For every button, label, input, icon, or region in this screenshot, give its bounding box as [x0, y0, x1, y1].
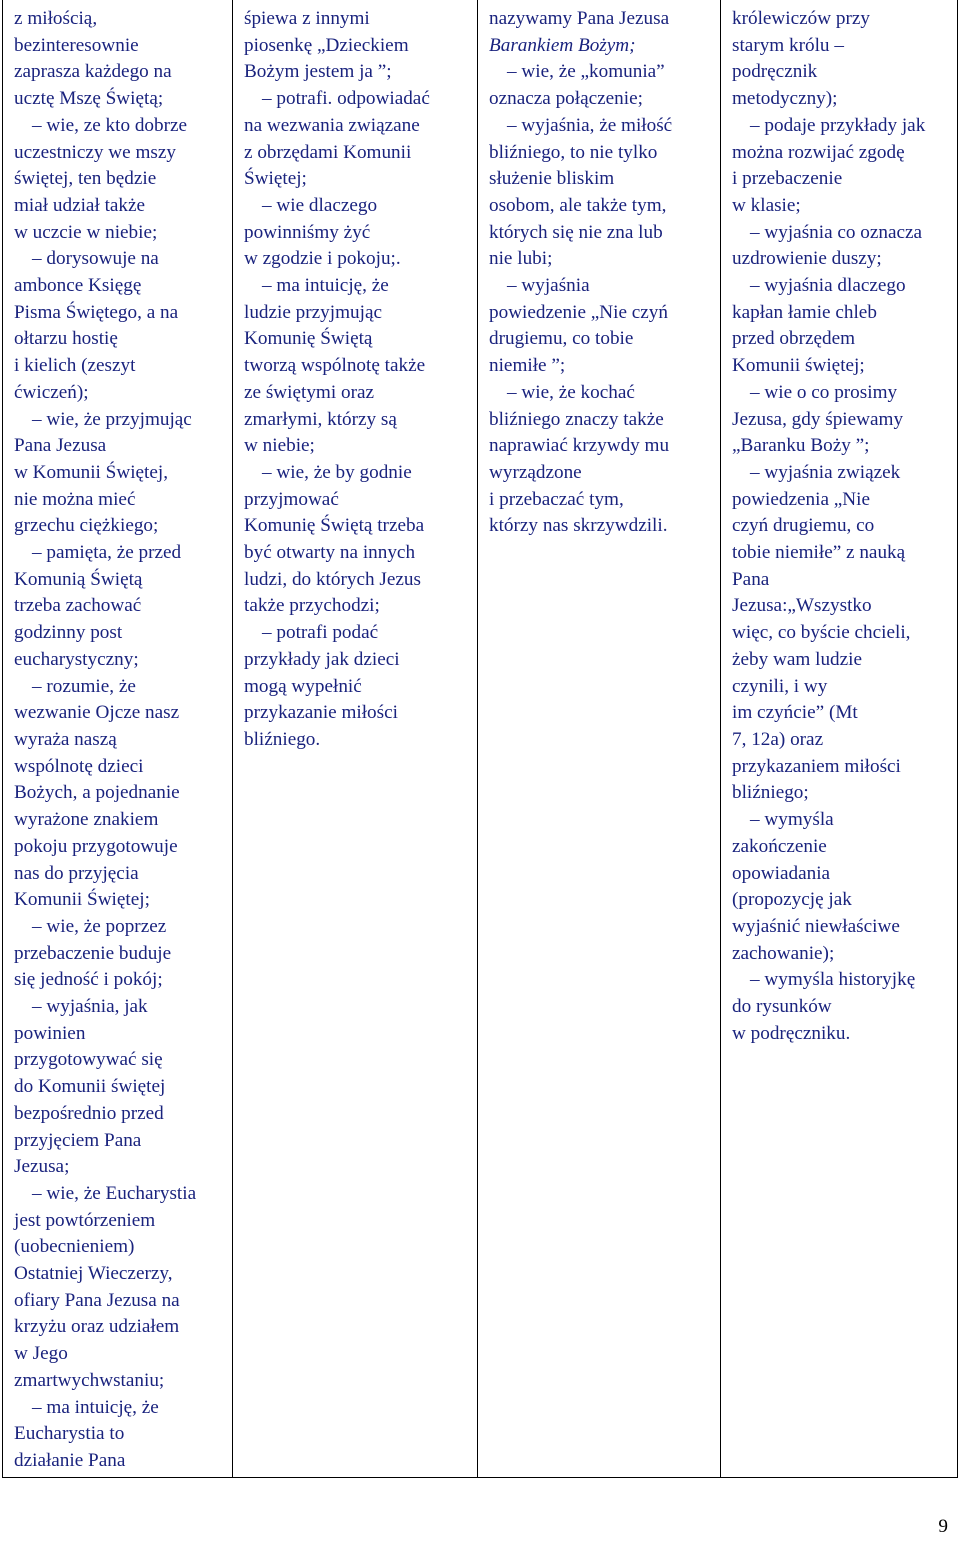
text-line: wspólnotę dzieci [14, 755, 144, 777]
text-line: w Komunii Świętej, [14, 461, 169, 483]
text-line: Komunii Świętej; [14, 889, 150, 911]
text-line: Komunię Świętą trzeba [244, 515, 425, 537]
text-line: godzinny post [14, 622, 123, 644]
text-line: podręcznik [732, 61, 818, 83]
text-line: więc, co byście chcieli, [732, 622, 911, 644]
text-line: śpiewa z innymi [244, 8, 370, 29]
text-line: bezinteresownie [14, 34, 139, 56]
text-line: można rozwijać zgodę [732, 141, 905, 163]
text-line: Barankiem Bożym; [489, 34, 636, 56]
text-line: powinien [14, 1022, 86, 1044]
text-line: tobie niemiłe” z nauką [732, 542, 906, 564]
text-line: – pamięta, że przed [32, 542, 182, 564]
text-line: ambonce Księgę [14, 275, 142, 297]
text-line: wyrządzone [489, 461, 582, 483]
text-line: – wie dlaczego [262, 194, 378, 216]
text-line: – wyjaśnia związek [750, 461, 901, 483]
text-line: i przebaczać tym, [489, 488, 624, 510]
text-line: bezpośrednio przed [14, 1102, 164, 1124]
text-line: czynili, i wy [732, 675, 828, 697]
text-line: przykazaniem miłości [732, 755, 901, 777]
text-line: zmartwychwstaniu; [14, 1369, 165, 1391]
text-line: Jezusa, gdy śpiewamy [732, 408, 904, 430]
text-line: – wyjaśnia, jak [32, 996, 148, 1018]
text-line: – wie, ze kto dobrze [32, 114, 188, 136]
text-line: – wie, że Eucharystia [32, 1182, 197, 1204]
text-line: – potrafi. odpowiadać [262, 88, 430, 110]
text-line: bliźniego, to nie tylko [489, 141, 658, 163]
text-line: tworzą wspólnotę także [244, 355, 426, 377]
text-line: Bożym jestem ja ”; [244, 61, 392, 83]
table-column-4 [720, 0, 957, 1477]
text-line: trzeba zachować [14, 595, 142, 617]
text-line: – wyjaśnia, że miłość [507, 114, 673, 136]
text-line: ludzi, do których Jezus [244, 568, 421, 590]
text-line: pokoju przygotowuje [14, 835, 178, 857]
text-line: działanie Pana [14, 1449, 126, 1471]
text-line: Bożych, a pojednanie [14, 782, 180, 804]
text-line: Komunią Świętą [14, 568, 143, 590]
text-line: i kielich (zeszyt [14, 355, 136, 377]
text-line: niemiłe ”; [489, 355, 566, 377]
text-line: na wezwania związane [244, 114, 420, 136]
text-line: zakończenie [732, 835, 827, 857]
text-line: 7, 12a) oraz [732, 728, 824, 750]
text-line: – wie, że kochać [507, 381, 635, 403]
text-line: ołtarzu hostię [14, 328, 118, 350]
text-line: ze świętymi oraz [244, 381, 374, 403]
text-line: drugiemu, co tobie [489, 328, 634, 350]
text-line: nas do przyjęcia [14, 862, 139, 884]
text-line: wezwanie Ojcze nasz [14, 702, 180, 724]
content-table [2, 0, 958, 1478]
text-line: zmarłymi, którzy są [244, 408, 397, 430]
text-line: krzyżu oraz udziałem [14, 1316, 180, 1338]
text-line: kapłan łamie chleb [732, 301, 877, 323]
text-line: starym królu – [732, 34, 844, 56]
text-line: naprawiać krzywdy mu [489, 435, 670, 457]
text-line: – wymyśla historyjkę [750, 969, 916, 991]
text-line: przygotowywać się [14, 1049, 163, 1071]
text-line: – dorysowuje na [32, 248, 159, 270]
text-line: do rysunków [732, 996, 832, 1018]
text-line: czyń drugiemu, co [732, 515, 875, 537]
text-line: – wie, że przyjmując [32, 408, 192, 430]
text-line: grzechu ciężkiego; [14, 515, 159, 537]
text-line: którzy nas skrzywdzili. [489, 515, 668, 537]
text-line: ćwiczeń); [14, 381, 89, 403]
text-line: wyrażone znakiem [14, 809, 159, 831]
text-line: wyjaśnić niewłaściwe [732, 915, 900, 937]
text-line: bliźniego. [244, 728, 321, 750]
text-line: – wymyśla [750, 809, 834, 831]
text-line: – podaje przykłady jak [750, 114, 926, 136]
text-line: powiedzenia „Nie [732, 488, 870, 510]
text-line: eucharystyczny; [14, 648, 139, 670]
text-line: oznacza połączenie; [489, 88, 643, 110]
text-line: Pana [732, 568, 770, 590]
text-line: w klasie; [732, 194, 801, 216]
text-line: w niebie; [244, 435, 315, 457]
text-line: przebaczenie buduje [14, 942, 172, 964]
text-line: opowiadania [732, 862, 831, 884]
text-line: – wie, że poprzez [32, 915, 167, 937]
text-line: przyjęciem Pana [14, 1129, 142, 1151]
text-line: ludzie przyjmując [244, 301, 382, 323]
text-line: nie można mieć [14, 488, 136, 510]
text-line: królewiczów przy [732, 8, 870, 29]
text-line: z miłością, [14, 8, 98, 29]
text-line: powinniśmy żyć [244, 221, 371, 243]
text-line: Ostatniej Wieczerzy, [14, 1263, 173, 1285]
text-line: nazywamy Pana Jezusa [489, 8, 670, 29]
text-line: których się nie zna lub [489, 221, 663, 243]
table-column-3 [477, 0, 720, 1477]
text-line: powiedzenie „Nie czyń [489, 301, 668, 323]
text-line: ofiary Pana Jezusa na [14, 1289, 180, 1311]
text-line: Jezusa; [14, 1156, 70, 1178]
text-line: z obrzędami Komunii [244, 141, 412, 163]
text-line: także przychodzi; [244, 595, 380, 617]
text-line: Komunię Świętą [244, 328, 373, 350]
text-line: – wyjaśnia dlaczego [750, 275, 906, 297]
text-line: wyraża naszą [14, 728, 117, 750]
page-number: 9 [938, 1516, 948, 1537]
text-line: – wyjaśnia co oznacza [750, 221, 923, 243]
text-line: – wie, że „komunia” [507, 61, 665, 83]
text-line: się jedność i pokój; [14, 969, 163, 991]
text-line: zaprasza każdego na [14, 61, 172, 83]
text-line: uczestniczy we mszy [14, 141, 176, 163]
text-line: być otwarty na innych [244, 542, 416, 564]
text-line: Pana Jezusa [14, 435, 107, 457]
text-line: żeby wam ludzie [732, 648, 862, 670]
text-line: w zgodzie i pokoju;. [244, 248, 401, 270]
text-line: bliźniego; [732, 782, 809, 804]
text-line: – wie o co prosimy [750, 381, 898, 403]
text-line: nie lubi; [489, 248, 553, 270]
text-line: – ma intuicję, że [32, 1396, 159, 1418]
text-line: w Jego [14, 1343, 68, 1365]
text-line: i przebaczenie [732, 168, 843, 190]
text-line: świętej, ten będzie [14, 168, 157, 190]
text-line: metodyczny); [732, 88, 838, 110]
text-line: Jezusa:„Wszystko [732, 595, 872, 617]
text-line: – wyjaśnia [507, 275, 590, 297]
table-column-1 [3, 0, 232, 1477]
text-line: do Komunii świętej [14, 1076, 166, 1098]
text-line: – rozumie, że [32, 675, 136, 697]
text-line: – potrafi podać [262, 622, 379, 644]
text-line: Komunii świętej; [732, 355, 865, 377]
text-line: przyjmować [244, 488, 339, 510]
text-line: przed obrzędem [732, 328, 856, 350]
text-line: – wie, że by godnie [262, 461, 412, 483]
text-line: przykazanie miłości [244, 702, 398, 724]
text-line: mogą wypełnić [244, 675, 362, 697]
text-line: piosenkę „Dzieckiem [244, 34, 409, 56]
text-line: Świętej; [244, 168, 307, 190]
text-line: ucztę Mszę Świętą; [14, 88, 164, 110]
text-line: osobom, ale także tym, [489, 194, 667, 216]
text-line: Pisma Świętego, a na [14, 301, 179, 323]
text-line: – ma intuicję, że [262, 275, 389, 297]
text-line: służenie bliskim [489, 168, 615, 190]
text-line: zachowanie); [732, 942, 835, 964]
text-line: uzdrowienie duszy; [732, 248, 882, 270]
text-line: Eucharystia to [14, 1423, 125, 1445]
text-line: miał udział także [14, 194, 146, 216]
text-line: w uczcie w niebie; [14, 221, 158, 243]
text-line: bliźniego znaczy także [489, 408, 664, 430]
text-line: w podręczniku. [732, 1022, 851, 1044]
text-line: im czyńcie” (Mt [732, 702, 858, 724]
text-line: „Baranku Boży ”; [732, 435, 870, 457]
table-column-2 [232, 0, 477, 1477]
text-line: przykłady jak dzieci [244, 648, 400, 670]
text-line: jest powtórzeniem [14, 1209, 156, 1231]
text-line: (propozycję jak [732, 889, 852, 911]
text-line: (uobecnieniem) [14, 1236, 135, 1258]
